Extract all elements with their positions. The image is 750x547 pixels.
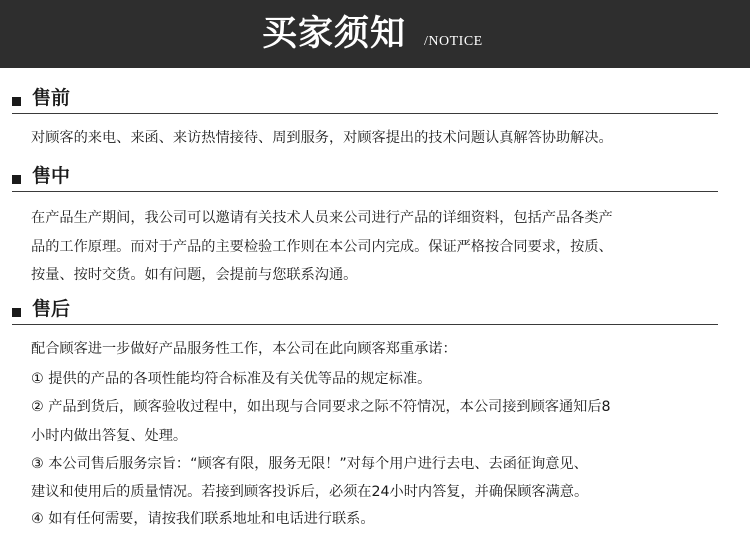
banner-subtitle: /NOTICE	[424, 34, 483, 49]
paragraph-line: 对顾客的来电、来函、来访热情接待、周到服务，对顾客提出的技术问题认真解答协助解决。	[31, 130, 613, 146]
paragraph-line: ③ 本公司售后服务宗旨：“顾客有限，服务无限！”对每个用户进行去电、去函征询意见、	[31, 456, 588, 472]
paragraph-line: 建议和使用后的质量情况。若接到顾客投诉后，必须在24小时内答复，并确保顾客满意。	[31, 484, 589, 500]
square-bullet-icon	[12, 308, 21, 317]
paragraph-line: 品的工作原理。而对于产品的主要检验工作则在本公司内完成。保证严格按合同要求，按质、	[31, 239, 613, 255]
banner-title: 买家须知	[262, 13, 407, 54]
paragraph-line: ④ 如有任何需要，请按我们联系地址和电话进行联系。	[31, 511, 375, 527]
paragraph-line: 在产品生产期间，我公司可以邀请有关技术人员来公司进行产品的详细资料，包括产品各类产	[31, 210, 613, 226]
section-header-aftersale	[12, 295, 718, 325]
notice-banner	[0, 0, 750, 68]
paragraph-line: 按量、按时交货。如有问题，会提前与您联系沟通。	[31, 267, 358, 283]
square-bullet-icon	[12, 97, 21, 106]
section-title-presale: 售前	[32, 87, 71, 109]
square-bullet-icon	[12, 175, 21, 184]
section-title-insale: 售中	[32, 165, 71, 187]
section-header-presale	[12, 84, 718, 114]
paragraph-line: ② 产品到货后，顾客验收过程中，如出现与合同要求之际不符情况，本公司接到顾客通知后8	[31, 399, 611, 415]
section-header-insale	[12, 162, 718, 192]
paragraph-line: 小时内做出答复、处理。	[31, 428, 188, 444]
paragraph-line: ① 提供的产品的各项性能均符合标准及有关优等品的规定标准。	[31, 371, 432, 387]
paragraph-line: 配合顾客进一步做好产品服务性工作，本公司在此向顾客郑重承诺：	[31, 341, 457, 357]
section-title-aftersale: 售后	[32, 298, 71, 320]
